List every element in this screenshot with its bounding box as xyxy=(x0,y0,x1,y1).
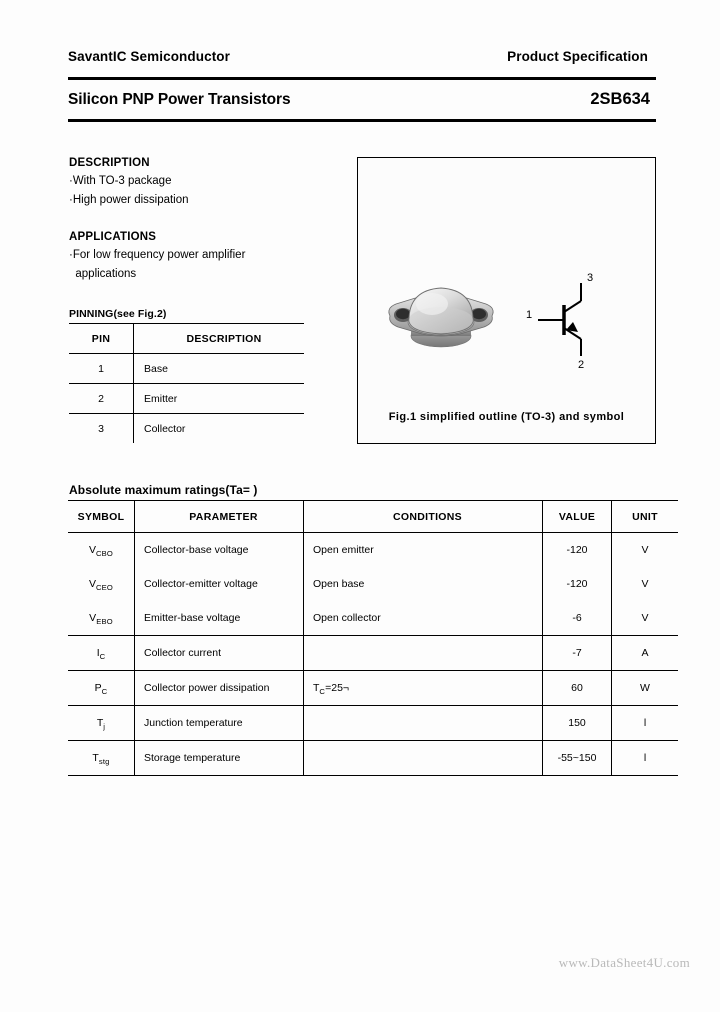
rating-parameter: Emitter-base voltage xyxy=(135,601,304,636)
rating-parameter: Collector-base voltage xyxy=(135,533,304,568)
applications-heading: APPLICATIONS xyxy=(69,231,157,243)
ratings-col-value: VALUE xyxy=(543,501,612,533)
transistor-symbol xyxy=(518,270,628,375)
pinning-col-description: DESCRIPTION xyxy=(134,324,305,354)
pin-description: Base xyxy=(134,354,305,384)
document-type: Product Specification xyxy=(507,49,648,64)
rating-unit: l xyxy=(612,706,679,741)
rating-conditions: Open base xyxy=(304,567,543,601)
table-header-row xyxy=(69,324,304,354)
pinning-caption: PINNING(see Fig.2) xyxy=(69,308,167,320)
pinning-col-pin: PIN xyxy=(69,324,134,354)
ratings-table xyxy=(68,500,678,776)
description-section xyxy=(69,157,344,209)
header-rule-top xyxy=(68,77,656,80)
applications-section xyxy=(69,231,349,283)
rating-value: -7 xyxy=(543,636,612,671)
rating-symbol: $T_j$ xyxy=(68,706,135,741)
rating-parameter: Junction temperature xyxy=(135,706,304,741)
company-name: SavantIC Semiconductor xyxy=(68,49,230,64)
rating-parameter: Collector power dissipation xyxy=(135,671,304,706)
rating-symbol: $V_{CEO}$ xyxy=(68,567,135,601)
header-rule-bottom xyxy=(68,119,656,122)
table-row xyxy=(69,414,304,444)
rating-value: -55~150 xyxy=(543,741,612,776)
description-item: ·With TO-3 package xyxy=(69,175,172,187)
applications-item: ·For low frequency power amplifier xyxy=(69,249,246,261)
rating-symbol: $I_C$ xyxy=(68,636,135,671)
rating-value: 150 xyxy=(543,706,612,741)
rating-symbol: $P_C$ xyxy=(68,671,135,706)
pin-number: 1 xyxy=(69,354,134,384)
rating-unit: V xyxy=(641,578,649,590)
pinning-section xyxy=(69,308,293,443)
rating-conditions: $T_C=25\neg$ xyxy=(304,671,543,706)
rating-parameter: Collector-emitter voltage xyxy=(135,567,304,601)
rating-symbol: $V_{EBO}$ xyxy=(68,601,135,636)
table-row xyxy=(68,533,678,568)
rating-unit: l xyxy=(612,741,679,776)
page-title: Silicon PNP Power Transistors xyxy=(68,91,291,108)
table-row xyxy=(68,706,678,741)
rating-value: -120 xyxy=(543,533,612,568)
rating-conditions xyxy=(304,706,543,741)
figure-box xyxy=(357,157,656,444)
rating-conditions: Open emitter xyxy=(304,533,543,568)
ratings-col-unit: UNIT xyxy=(612,501,679,533)
table-row xyxy=(68,601,678,636)
figure-caption: Fig.1 simplified outline (TO-3) and symbol xyxy=(388,411,625,423)
page-header xyxy=(68,49,656,64)
rating-conditions: Open collector xyxy=(304,601,543,636)
ratings-caption: Absolute maximum ratings(Ta= ) xyxy=(69,483,258,497)
rating-value: 60 xyxy=(543,671,612,706)
rating-parameter: Storage temperature xyxy=(135,741,304,776)
table-row xyxy=(68,636,678,671)
rating-parameter: Collector current xyxy=(135,636,304,671)
pin-number: 2 xyxy=(69,384,134,414)
pinning-table xyxy=(69,323,304,443)
rating-unit: W xyxy=(612,671,679,706)
part-number: 2SB634 xyxy=(590,90,650,108)
ratings-col-parameter: PARAMETER xyxy=(135,501,304,533)
applications-item: applications xyxy=(69,267,137,280)
ratings-section xyxy=(68,500,656,776)
table-row xyxy=(68,567,678,601)
ratings-col-conditions: CONDITIONS xyxy=(304,501,543,533)
rating-unit: V xyxy=(612,601,679,636)
table-row xyxy=(69,354,304,384)
to3-package-image xyxy=(376,270,506,370)
pin-description: Emitter xyxy=(134,384,305,414)
rating-conditions xyxy=(304,741,543,776)
footer-watermark: www.DataSheet4U.com xyxy=(558,955,690,970)
ratings-col-symbol: SYMBOL xyxy=(68,501,135,533)
symbol-label-emitter: 2 xyxy=(578,359,585,370)
table-header-row xyxy=(68,501,678,533)
table-row xyxy=(68,671,678,706)
description-item: ·High power dissipation xyxy=(69,193,189,206)
table-row xyxy=(69,384,304,414)
rating-symbol: $T_{stg}$ xyxy=(68,741,135,776)
pin-number: 3 xyxy=(69,414,134,444)
description-heading: DESCRIPTION xyxy=(69,157,150,169)
rating-unit: A xyxy=(612,636,679,671)
rating-conditions xyxy=(304,636,543,671)
rating-value: -120 xyxy=(543,567,612,601)
symbol-label-base: 1 xyxy=(526,309,533,321)
title-row xyxy=(68,90,656,109)
pin-description: Collector xyxy=(144,422,186,435)
rating-unit: V xyxy=(641,544,649,556)
symbol-label-collector: 3 xyxy=(587,272,594,284)
table-row xyxy=(68,741,678,776)
rating-value: -6 xyxy=(543,601,612,636)
rating-symbol: $V_{CBO}$ xyxy=(68,533,135,568)
